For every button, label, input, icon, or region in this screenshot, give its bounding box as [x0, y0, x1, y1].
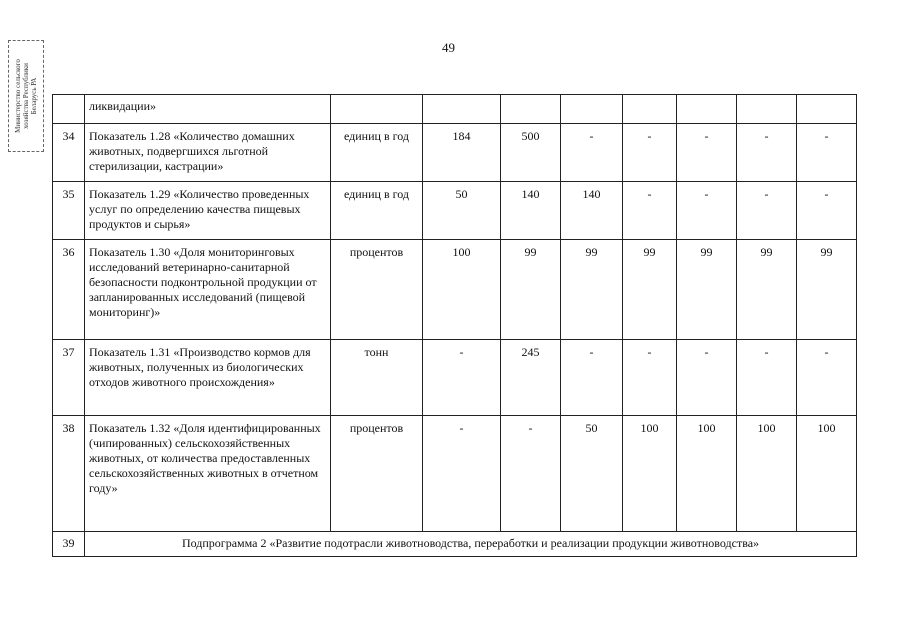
unit-of-measure: процентов: [331, 416, 423, 532]
indicators-table: [52, 94, 857, 557]
indicator-value: -: [797, 340, 857, 416]
indicator-value: -: [797, 182, 857, 240]
registration-stamp: [8, 40, 44, 152]
unit-of-measure: единиц в год: [331, 182, 423, 240]
indicator-value: -: [423, 416, 501, 532]
indicator-value: -: [623, 124, 677, 182]
indicator-value: 184: [423, 124, 501, 182]
indicator-value: 99: [561, 240, 623, 340]
table-row: [53, 95, 857, 124]
indicator-value: 50: [561, 416, 623, 532]
unit-of-measure: тонн: [331, 340, 423, 416]
indicator-value: -: [501, 416, 561, 532]
unit-of-measure: единиц в год: [331, 124, 423, 182]
indicator-value: -: [623, 340, 677, 416]
indicator-value: 99: [623, 240, 677, 340]
indicator-value: 100: [677, 416, 737, 532]
row-number: [53, 95, 85, 124]
indicator-value: -: [677, 124, 737, 182]
indicator-value: [797, 95, 857, 124]
indicator-value: 500: [501, 124, 561, 182]
indicator-value: -: [737, 340, 797, 416]
indicator-value: -: [737, 124, 797, 182]
indicator-value: [677, 95, 737, 124]
table-row: [53, 416, 857, 532]
subprogram-title: Подпрограмма 2 «Развитие подотрасли животноводства, переработки и реализации продукции животноводства»: [85, 532, 857, 557]
unit-of-measure: [331, 95, 423, 124]
indicator-value: -: [623, 182, 677, 240]
indicator-value: 245: [501, 340, 561, 416]
indicator-value: -: [797, 124, 857, 182]
indicator-name: Показатель 1.28 «Количество домашних животных, подвергшихся льготной стерилизации, кастрации»: [85, 124, 331, 182]
indicator-name: Показатель 1.31 «Производство кормов для животных, полученных из биологических отходов животного происхождения»: [85, 340, 331, 416]
indicator-value: 100: [423, 240, 501, 340]
indicator-value: -: [561, 124, 623, 182]
indicator-value: -: [737, 182, 797, 240]
row-number: 34: [53, 124, 85, 182]
indicator-value: 99: [677, 240, 737, 340]
indicator-value: -: [561, 340, 623, 416]
page-number: 49: [442, 40, 455, 55]
indicator-name: Показатель 1.30 «Доля мониторинговых исследований ветеринарно-санитарной безопасности подконтрольной продукции от запланированных исследований (пищевой мониторинг)»: [85, 240, 331, 340]
indicator-value: 99: [797, 240, 857, 340]
indicator-value: 99: [501, 240, 561, 340]
table-row: [53, 124, 857, 182]
table-row: [53, 240, 857, 340]
indicator-value: 50: [423, 182, 501, 240]
indicator-value: 140: [501, 182, 561, 240]
indicator-value: 100: [797, 416, 857, 532]
indicator-value: [561, 95, 623, 124]
indicator-value: -: [677, 182, 737, 240]
indicator-value: [423, 95, 501, 124]
indicator-value: -: [423, 340, 501, 416]
row-number: 39: [53, 532, 85, 557]
unit-of-measure: процентов: [331, 240, 423, 340]
indicator-name: ликвидации»: [85, 95, 331, 124]
indicator-value: 140: [561, 182, 623, 240]
indicator-value: 99: [737, 240, 797, 340]
table-row: [53, 182, 857, 240]
table-row: [53, 340, 857, 416]
indicator-value: [623, 95, 677, 124]
indicator-value: [501, 95, 561, 124]
row-number: 35: [53, 182, 85, 240]
row-number: 37: [53, 340, 85, 416]
row-number: 36: [53, 240, 85, 340]
stamp-text: Министерство сельского хозяйства Республики Беларусь РА: [14, 59, 38, 133]
indicator-name: Показатель 1.32 «Доля идентифицированных (чипированных) сельскохозяйственных животных, от количества предоставленных сельскохозяйственных животных в отчетном году»: [85, 416, 331, 532]
indicator-value: -: [677, 340, 737, 416]
subprogram-row: [53, 532, 857, 557]
indicator-name: Показатель 1.29 «Количество проведенных услуг по определению качества пищевых продуктов и сырья»: [85, 182, 331, 240]
indicator-value: [737, 95, 797, 124]
indicator-value: 100: [623, 416, 677, 532]
row-number: 38: [53, 416, 85, 532]
indicator-value: 100: [737, 416, 797, 532]
